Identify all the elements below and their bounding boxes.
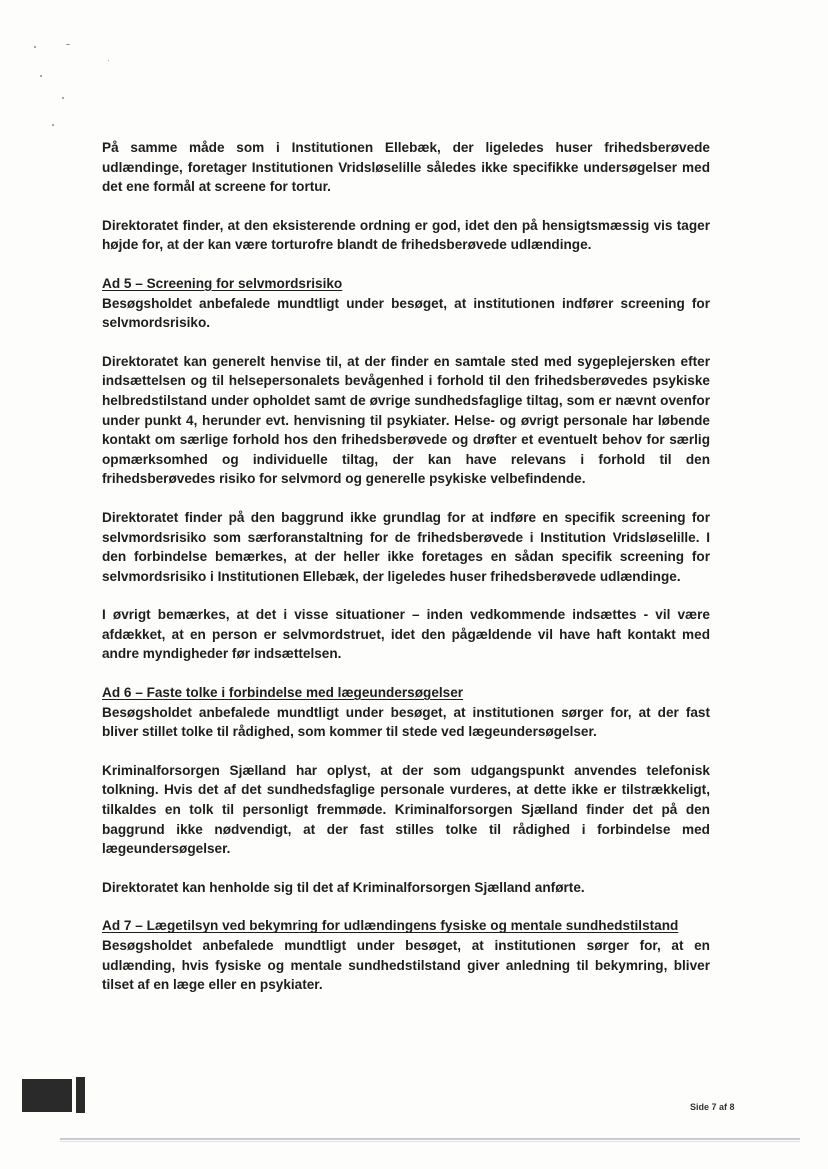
scan-speck xyxy=(34,46,36,48)
paragraph: Besøgsholdet anbefalede mundtligt under besøget, at institutionen sørger for, at en udlænding, hvis fysiske og mentale sundhedstilstand giver anledning til bekymring, bliver tilset af en læge eller en psykiater. xyxy=(102,938,710,993)
paragraph: Direktoratet kan generelt henvise til, at der finder en samtale sted med sygeplejersken efter indsættelsen og til helsepersonalets bevågenhed i forhold til den frihedsberøvedes psykiske helbredstilstand under opholdet samt de øvrige sundhedsfaglige tiltag, som er nævnt ovenfor under punkt 4, herunder evt. henvisning til psykiater. Helse- og øvrigt personale har løbende kontakt om særlige forhold hos den frihedsberøvede og drøfter et eventuelt behov for særlig opmærksomhed og individuelle tiltag, der kan have relevans i forhold til den frihedsberøvedes risiko for selvmord og generelle psykiske velbefindende. xyxy=(102,353,710,487)
paragraph: Direktoratet finder på den baggrund ikke grundlag for at indføre en specifik screening for selvmordsrisiko som særforanstaltning for de frihedsberøvede i Institution Vridsløselille. I den forbindelse bemærkes, at der heller ikke foretages en sådan specifik screening for selvmordsrisiko i Institutionen Ellebæk, der ligeledes huser frihedsberøvede udlændinge. xyxy=(102,509,710,584)
section-ad7 xyxy=(102,916,710,994)
scan-speck xyxy=(66,44,70,45)
paragraph: Besøgsholdet anbefalede mundtligt under besøget, at institutionen indfører screening for selvmordsrisiko. xyxy=(102,295,710,331)
document-body xyxy=(102,138,710,1014)
section-ad5 xyxy=(102,274,710,664)
section-heading: Ad 7 – Lægetilsyn ved bekymring for udlændingens fysiske og mentale sundhedstilstand xyxy=(102,918,679,934)
footer-mark-block xyxy=(22,1079,72,1112)
scan-speck xyxy=(40,75,42,77)
paragraph: Kriminalforsorgen Sjælland har oplyst, at der som udgangspunkt anvendes telefonisk tolkning. Hvis det af det sundhedsfaglige personale vurderes, at dette ikke er tilstrækkeligt, tilkaldes en tolk til personligt fremmøde. Kriminalforsorgen Sjælland finder det på den baggrund ikke nødvendigt, at der fast stilles tolke til rådighed i forbindelse med lægeundersøgelser. xyxy=(102,762,710,857)
section-heading: Ad 5 – Screening for selvmordsrisiko xyxy=(102,275,343,291)
section-heading: Ad 6 – Faste tolke i forbindelse med lægeundersøgelser xyxy=(102,685,464,701)
page-number: Side 7 af 8 xyxy=(690,1102,735,1112)
paragraph: Direktoratet kan henholde sig til det af Kriminalforsorgen Sjælland anførte. xyxy=(102,879,585,895)
paragraph: Direktoratet finder, at den eksisterende ordning er god, idet den på hensigtsmæssig vis tager højde for, at der kan være torturofre blandt de frihedsberøvede udlændinge. xyxy=(102,217,710,253)
scan-edge-line xyxy=(60,1141,800,1142)
paragraph: I øvrigt bemærkes, at det i visse situationer – inden vedkommende indsættes - vil være afdækket, at en person er selvmordstruet, idet den pågældende vil have haft kontakt med andre myndigheder før indsættelsen. xyxy=(102,607,710,662)
scan-speck xyxy=(108,60,109,61)
paragraph: Besøgsholdet anbefalede mundtligt under besøget, at institutionen sørger for, at der fast bliver stillet tolke til rådighed, som kommer til stede ved lægeundersøgelser. xyxy=(102,704,710,740)
footer-mark-bar xyxy=(76,1077,85,1113)
scan-speck xyxy=(52,124,54,126)
paragraph: På samme måde som i Institutionen Ellebæk, der ligeledes huser frihedsberøvede udlændinge, foretager Institutionen Vridsløselille således ikke specifikke undersøgelser med det ene formål at screene for tortur. xyxy=(102,140,710,195)
scan-edge-line xyxy=(60,1138,800,1140)
scan-speck xyxy=(62,97,64,99)
section-ad6 xyxy=(102,683,710,897)
